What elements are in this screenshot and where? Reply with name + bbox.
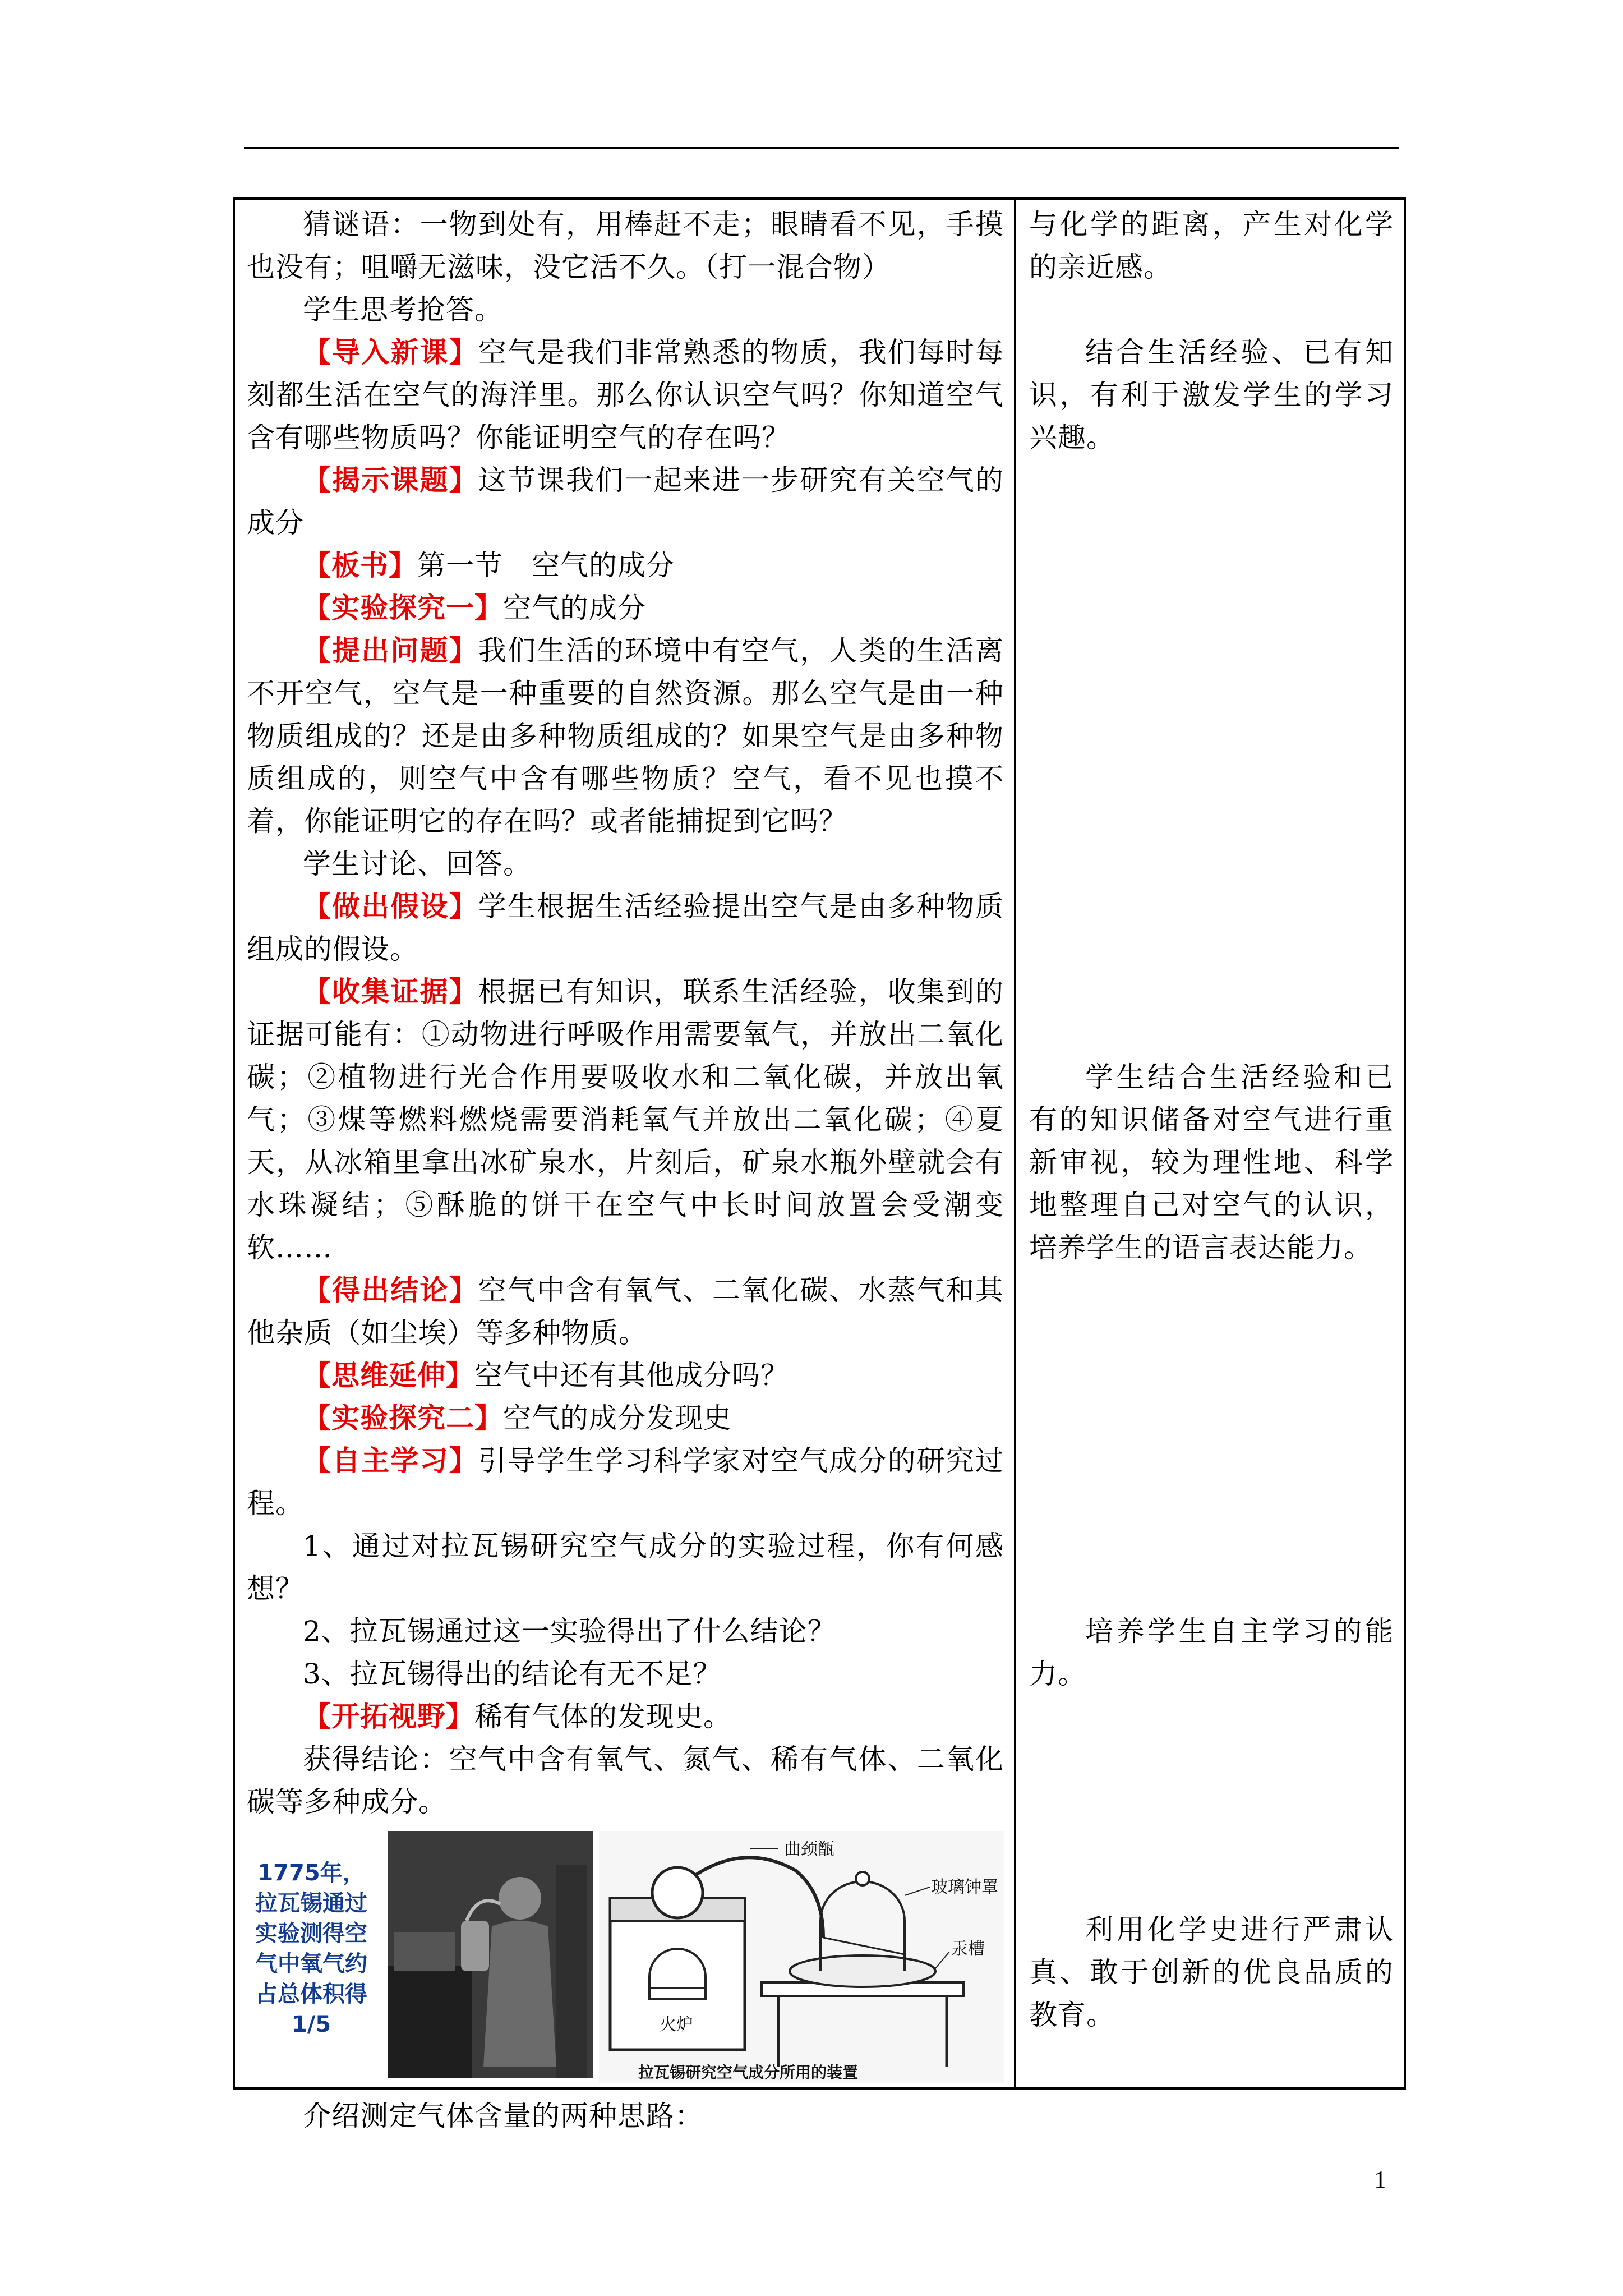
flask-label: 曲颈甑: [784, 1839, 834, 1859]
intro-text: 空气是我们非常熟悉的物质，我们每时每刻都生活在空气的海洋里。那么你认识空气吗？你知道空气含有哪些物质吗？你能证明空气的存在吗？: [247, 336, 1004, 454]
table-column-divider: [1014, 197, 1016, 2090]
exp1-paragraph: [247, 587, 1004, 629]
question-tag: 【提出问题】: [303, 634, 478, 667]
board-paragraph: [247, 544, 1004, 587]
lavoisier-apparatus-diagram: [599, 1831, 1004, 2083]
topic-paragraph: [247, 459, 1004, 544]
question-1: 1、通过对拉瓦锡研究空气成分的实验过程，你有何感想？: [247, 1530, 1004, 1605]
evidence-text: 根据已有知识，联系生活经验，收集到的证据可能有：①动物进行呼吸作用需要氧气，并放出二氧化碳；②植物进行光合作用要吸收水和二氧化碳，并放出氧气；③煤等燃料燃烧需要消耗氧气并放出二氧化碳；④夏天，从冰箱里拿出冰矿泉水，片刻后，矿泉水瓶外壁就会有水珠凝结；⑤酥脆的饼干在空气中长时间放置会受潮变软……: [247, 976, 1004, 1264]
bell-jar-label: 玻璃钟罩: [931, 1878, 998, 1897]
topic-text: 这节课我们一起来进一步研究有关空气的成分: [247, 464, 1004, 539]
conclusion-text: 空气中含有氧气、二氧化碳、水蒸气和其他杂质（如尘埃）等多种物质。: [247, 1274, 1004, 1349]
discuss-paragraph: 学生讨论、回答。: [303, 848, 532, 880]
evidence-tag: 【收集证据】: [303, 975, 478, 1008]
selfstudy-tag: 【自主学习】: [303, 1444, 478, 1477]
apparatus-caption: 拉瓦锡研究空气成分所用的装置: [638, 2063, 859, 2082]
furnace-label: 火炉: [660, 2015, 693, 2035]
methods-paragraph: 介绍测定气体含量的两种思路：: [303, 2100, 703, 2132]
board-text: 第一节 空气的成分: [417, 549, 675, 582]
conclusion-tag: 【得出结论】: [303, 1273, 478, 1306]
extend-tag: 【思维延伸】: [303, 1359, 474, 1392]
riddle-paragraph: 猜谜语：一物到处有，用棒赶不走；眼睛看不见，手摸也没有；咀嚼无滋味，没它活不久。（打一混合物）: [247, 208, 1004, 283]
extend-paragraph: [247, 1354, 1004, 1397]
vision-paragraph: [247, 1695, 1004, 1738]
figure-caption-panel: [247, 1853, 376, 2067]
topic-tag: 【揭示课题】: [303, 463, 478, 496]
extend-text: 空气中还有其他成分吗？: [474, 1359, 789, 1392]
question-paragraph: [247, 629, 1004, 843]
exp2-text: 空气的成分发现史: [503, 1402, 732, 1434]
question-3: 3、拉瓦锡得出的结论有无不足？: [303, 1658, 722, 1690]
evidence-paragraph: [247, 970, 1004, 1269]
header-rule: [244, 147, 1399, 149]
lavoisier-portrait-image: [388, 1831, 593, 2078]
teaching-process-cell: [247, 203, 1004, 2137]
hypothesis-text: 学生根据生活经验提出空气是由多种物质组成的假设。: [247, 890, 1004, 965]
intro-paragraph: [247, 331, 1004, 459]
hypothesis-paragraph: [247, 885, 1004, 970]
question-text: 我们生活的环境中有空气，人类的生活离不开空气，空气是一种重要的自然资源。那么空气是由一种物质组成的？还是由多种物质组成的？如果空气是由多种物质组成的，则空气中含有哪些物质？空气，看不见也摸不着，你能证明它的存在吗？或者能捕捉到它吗？: [247, 634, 1004, 838]
intent-2: 结合生活经验、已有知识，有利于激发学生的学习兴趣。: [1029, 336, 1394, 454]
intro-tag: 【导入新课】: [303, 335, 478, 369]
exp2-paragraph: [247, 1397, 1004, 1439]
intent-1: 与化学的距离，产生对化学的亲近感。: [1029, 208, 1394, 283]
trough-label: 汞槽: [951, 1939, 985, 1959]
conclusion-paragraph: [247, 1269, 1004, 1354]
intent-4: 培养学生自主学习的能力。: [1029, 1615, 1394, 1690]
hypothesis-tag: 【做出假设】: [303, 890, 478, 923]
selfstudy-paragraph: [247, 1439, 1004, 1525]
exp1-text: 空气的成分: [503, 592, 646, 624]
intent-3: 学生结合生活经验和已有的知识储备对空气进行重新审视，较为理性地、科学地整理自己对空气的认识，培养学生的语言表达能力。: [1029, 1061, 1394, 1264]
student-answer: 学生思考抢答。: [303, 293, 503, 326]
selfstudy-text: 引导学生学习科学家对空气成分的研究过程。: [247, 1444, 1004, 1520]
design-intent-cell: [1029, 203, 1394, 2036]
vision-text: 稀有气体的发现史。: [474, 1700, 732, 1733]
board-tag: 【板书】: [303, 549, 417, 582]
question-2: 2、拉瓦锡通过这一实验得出了什么结论？: [303, 1615, 836, 1648]
vision-tag: 【开拓视野】: [303, 1700, 474, 1733]
intent-5: 利用化学史进行严肃认真、敢于创新的优良品质的教育。: [1029, 1913, 1394, 2031]
lavoisier-figure: [247, 1831, 1004, 2089]
page-number: 1: [1374, 2166, 1386, 2193]
result-paragraph: 获得结论：空气中含有氧气、氮气、稀有气体、二氧化碳等多种成分。: [247, 1743, 1004, 1818]
exp1-tag: 【实验探究一】: [303, 591, 503, 624]
exp2-tag: 【实验探究二】: [303, 1401, 503, 1434]
figure-caption: 1775年，拉瓦锡通过实验测得空气中氧气约占总体积得1/5: [255, 1860, 367, 2037]
